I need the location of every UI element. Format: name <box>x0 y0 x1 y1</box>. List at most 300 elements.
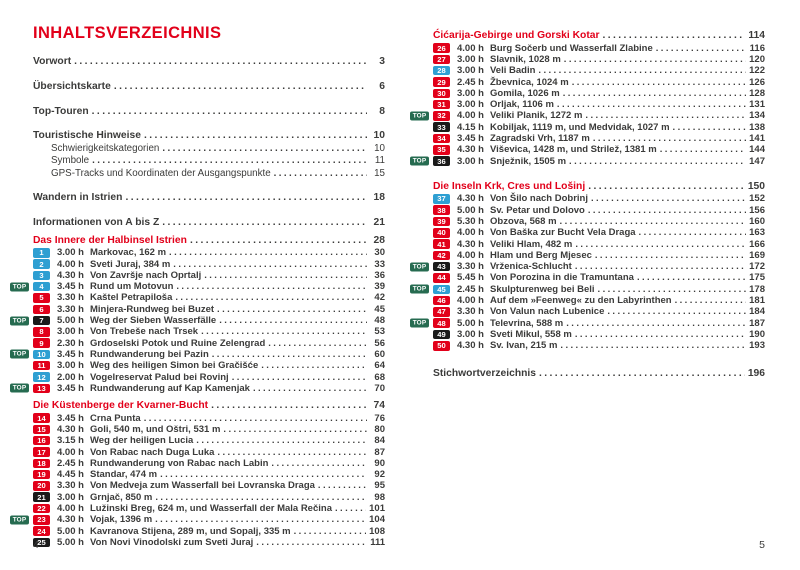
tour-number-badge: 6 <box>33 305 50 315</box>
tour-entry <box>33 469 385 480</box>
tour-duration: 4.30 h <box>457 340 484 352</box>
section-heading-label: Ćićarija-Gebirge und Gorski Kotar <box>433 30 600 42</box>
tour-number-badge: 22 <box>33 504 50 514</box>
front-matter-list <box>33 56 385 229</box>
tour-number-badge: 30 <box>433 89 450 99</box>
section-heading-label: Die Inseln Krk, Cres und Lošinj <box>433 181 586 193</box>
tour-number-badge: 13 <box>33 384 50 394</box>
dot-leader <box>575 239 746 250</box>
tour-number-badge: 27 <box>433 55 450 65</box>
tour-title: Rundwanderung von Rabac nach Labin <box>90 457 269 469</box>
tour-entry <box>33 360 385 371</box>
tour-duration: 3.45 h <box>457 133 484 145</box>
tour-duration: 3.00 h <box>457 65 484 77</box>
tour-number-badge: 31 <box>433 100 450 110</box>
dot-leader <box>271 458 367 469</box>
tour-page-number: 138 <box>749 121 765 133</box>
tour-duration: 4.15 h <box>457 121 484 133</box>
dot-leader <box>190 235 367 246</box>
tour-title: Veliki Planik, 1272 m <box>490 110 583 122</box>
dot-leader <box>538 65 746 76</box>
tour-page-number: 33 <box>374 258 385 270</box>
dot-leader <box>160 469 367 480</box>
tour-page-number: 90 <box>374 457 385 469</box>
tour-duration: 3.30 h <box>57 303 84 315</box>
dot-leader <box>560 340 746 351</box>
dot-leader <box>223 424 367 435</box>
tour-duration: 3.00 h <box>57 491 84 503</box>
tour-number-badge: 43 <box>433 262 450 272</box>
dot-leader <box>639 227 747 238</box>
tour-title: Sveti Juraj, 384 m <box>90 258 171 270</box>
tour-number-badge: 8 <box>33 327 50 337</box>
tour-entry <box>33 435 385 446</box>
dot-leader <box>212 349 367 360</box>
tour-duration: 3.00 h <box>57 360 84 372</box>
top-badge: TOP <box>410 111 429 120</box>
dot-leader <box>176 281 367 292</box>
tour-entry <box>12 348 385 360</box>
tour-number-badge: 10 <box>33 350 50 360</box>
toc-entry-page: 21 <box>373 217 385 229</box>
dot-leader <box>155 514 366 525</box>
section-heading <box>433 181 765 193</box>
tour-duration: 3.00 h <box>457 53 484 65</box>
tour-number-badge: 40 <box>433 228 450 238</box>
dot-leader <box>201 326 367 337</box>
toc-entry <box>33 217 385 229</box>
tour-page-number: 156 <box>749 204 765 216</box>
tour-duration: 5.45 h <box>457 272 484 284</box>
page-left <box>12 24 385 548</box>
tour-title: Minjera-Rundweg bei Buzet <box>90 303 215 315</box>
dot-leader <box>92 106 367 117</box>
tour-page-number: 64 <box>374 360 385 372</box>
tour-entry <box>412 283 765 295</box>
tour-duration: 3.30 h <box>457 306 484 318</box>
toc-entry-page: 6 <box>379 80 385 92</box>
tour-title: Vojak, 1396 m <box>90 514 153 526</box>
dot-leader <box>274 168 367 179</box>
dot-leader <box>294 526 367 537</box>
tour-title: Auf dem »Feenweg« zu den Labyrinthen <box>490 295 672 307</box>
tour-number-badge: 39 <box>433 217 450 227</box>
toc-entry <box>33 56 385 68</box>
page-number-right: 5 <box>759 539 765 551</box>
tour-number-badge: 36 <box>433 156 450 166</box>
tour-title: Crna Punta <box>90 412 141 424</box>
tour-page-number: 53 <box>374 326 385 338</box>
tour-duration: 4.30 h <box>57 423 84 435</box>
tour-duration: 5.30 h <box>457 216 484 227</box>
dot-leader <box>74 56 367 67</box>
tour-entry <box>433 329 765 340</box>
tour-number-badge: 3 <box>33 271 50 281</box>
tour-duration: 3.45 h <box>57 382 84 394</box>
tour-entry <box>433 54 765 65</box>
tour-number-badge: 46 <box>433 296 450 306</box>
tour-page-number: 184 <box>749 306 765 318</box>
toc-section <box>12 234 385 394</box>
tour-number-badge: 16 <box>33 436 50 446</box>
tour-title: Von Baška zur Bucht Vela Draga <box>490 227 636 239</box>
tour-page-number: 193 <box>749 340 765 352</box>
dot-leader <box>318 480 367 491</box>
tour-duration: 4.30 h <box>457 193 484 205</box>
tour-duration: 2.00 h <box>57 371 84 383</box>
toc-entry-label: Stichwortverzeichnis <box>433 367 536 379</box>
tour-page-number: 80 <box>374 423 385 435</box>
tour-number-badge: 18 <box>33 459 50 469</box>
dot-leader <box>173 259 367 270</box>
tour-page-number: 187 <box>749 317 765 329</box>
dot-leader <box>268 338 367 349</box>
dot-leader <box>595 250 746 261</box>
tour-title: Kaštel Petrapiloša <box>90 292 173 304</box>
toc-entry <box>33 142 385 154</box>
tour-duration: 4.00 h <box>57 258 84 270</box>
tour-page-number: 131 <box>749 99 765 111</box>
tour-duration: 3.15 h <box>57 435 84 447</box>
section-heading-page: 150 <box>747 181 765 193</box>
top-badge: TOP <box>410 319 429 328</box>
dot-leader <box>563 88 746 99</box>
tour-page-number: 175 <box>749 272 765 284</box>
dot-leader <box>92 155 367 166</box>
page-title: INHALTSVERZEICHNIS <box>33 24 222 42</box>
tour-entry <box>433 144 765 155</box>
tour-number-badge: 2 <box>33 259 50 269</box>
tour-duration: 3.30 h <box>57 292 84 304</box>
dot-leader <box>572 77 746 88</box>
top-badge: TOP <box>10 282 29 291</box>
tour-entry <box>33 326 385 337</box>
tour-duration: 3.45 h <box>57 348 84 360</box>
tour-title: Kavranova Stijena, 289 m, und Sopalj, 335 m <box>90 525 291 537</box>
tour-title: Grnjač, 850 m <box>90 491 153 503</box>
tour-title: Von Trebeše nach Trsek <box>90 326 199 338</box>
dot-leader <box>232 372 367 383</box>
tour-title: Kobiljak, 1119 m, und Medvidak, 1027 m <box>490 121 670 133</box>
tour-duration: 3.00 h <box>457 87 484 99</box>
tour-entry <box>33 270 385 281</box>
tour-title: Rundwanderung bei Pazin <box>90 348 209 360</box>
tour-number-badge: 37 <box>433 194 450 204</box>
tour-page-number: 76 <box>374 412 385 424</box>
tour-entry <box>33 446 385 457</box>
tour-duration: 5.00 h <box>457 204 484 216</box>
tour-number-badge: 5 <box>33 293 50 303</box>
tour-entry <box>433 133 765 144</box>
toc-entry-page: 11 <box>374 155 385 167</box>
tour-page-number: 45 <box>374 303 385 315</box>
section-heading-label: Das Innere der Halbinsel Istrien <box>33 234 187 246</box>
tour-entry <box>412 261 765 273</box>
tour-page-number: 92 <box>374 469 385 481</box>
tour-number-badge: 35 <box>433 145 450 155</box>
tour-entry <box>33 480 385 491</box>
tour-number-badge: 9 <box>33 338 50 348</box>
tour-title: Slavnik, 1028 m <box>490 53 561 65</box>
tour-entry <box>33 304 385 315</box>
dot-leader <box>557 99 746 110</box>
tour-entry <box>433 250 765 261</box>
tour-entry <box>33 458 385 469</box>
tour-entry <box>433 193 765 204</box>
tour-entry <box>433 238 765 249</box>
tour-title: Goli, 540 m, und Oštri, 531 m <box>90 423 221 435</box>
tour-page-number: 70 <box>374 382 385 394</box>
dot-leader <box>588 205 746 216</box>
tour-page-number: 172 <box>749 261 765 273</box>
tour-title: Weg der Sieben Wasserfälle <box>90 315 217 327</box>
section-heading <box>33 235 385 247</box>
tour-duration: 4.00 h <box>57 446 84 458</box>
dot-leader <box>144 130 367 141</box>
tour-duration: 4.30 h <box>457 144 484 156</box>
dot-leader <box>569 156 746 167</box>
tour-title: Hlam und Berg Mjesec <box>490 249 592 261</box>
dot-leader <box>585 110 746 121</box>
toc-section <box>12 400 385 548</box>
tour-title: Rund um Motovun <box>90 281 174 293</box>
tour-title: Von Rabac nach Duga Luka <box>90 446 215 458</box>
back-matter-list <box>433 367 765 379</box>
tour-title: Snježnik, 1505 m <box>490 155 567 167</box>
tour-number-badge: 20 <box>33 481 50 491</box>
tour-duration: 4.30 h <box>57 269 84 281</box>
toc-entry <box>433 367 765 379</box>
tour-entry <box>412 155 765 167</box>
tour-number-badge: 49 <box>433 330 450 340</box>
dot-leader <box>575 329 746 340</box>
tour-page-number: 108 <box>369 525 385 537</box>
section-heading-label: Die Küstenberge der Kvarner-Bucht <box>33 400 209 412</box>
tour-entry <box>33 537 385 548</box>
tour-page-number: 160 <box>749 216 765 227</box>
dot-leader <box>575 261 746 272</box>
tour-duration: 3.00 h <box>457 99 484 111</box>
dot-leader <box>607 306 746 317</box>
toc-entry <box>33 105 385 117</box>
toc-entry <box>33 80 385 92</box>
tour-number-badge: 48 <box>433 318 450 328</box>
tour-number-badge: 50 <box>433 341 450 351</box>
tour-duration: 3.30 h <box>57 480 84 492</box>
tour-page-number: 134 <box>749 110 765 122</box>
dot-leader <box>593 133 746 144</box>
tour-duration: 3.00 h <box>57 326 84 338</box>
toc-entry-page: 15 <box>374 167 385 179</box>
tour-title: Grdoselski Potok und Ruine Zelengrad <box>90 337 266 349</box>
toc-entry-label: Übersichtskarte <box>33 80 111 92</box>
tour-page-number: 128 <box>749 87 765 99</box>
top-badge: TOP <box>10 384 29 393</box>
toc-entry-label: Schwierigkeitskategorien <box>51 142 160 154</box>
tour-entry <box>33 424 385 435</box>
tour-page-number: 30 <box>374 247 385 259</box>
dot-leader <box>539 368 745 379</box>
page-right <box>412 30 765 379</box>
tour-number-badge: 34 <box>433 134 450 144</box>
tour-duration: 3.30 h <box>457 261 484 273</box>
tour-duration: 5.00 h <box>57 315 84 327</box>
tour-number-badge: 42 <box>433 251 450 261</box>
tour-title: Televrina, 588 m <box>490 317 564 329</box>
tour-duration: 3.45 h <box>57 281 84 293</box>
tour-entry <box>12 281 385 293</box>
tour-title: Von Šilo nach Dobrinj <box>490 193 588 205</box>
tour-page-number: 152 <box>749 193 765 205</box>
tour-number-badge: 28 <box>433 66 450 76</box>
tour-duration: 2.45 h <box>457 76 484 88</box>
tour-page-number: 147 <box>749 155 765 167</box>
dot-leader <box>588 181 745 192</box>
toc-entry <box>33 155 385 167</box>
top-badge: TOP <box>10 515 29 524</box>
tour-title: Veliki Hlam, 482 m <box>490 238 573 250</box>
toc-entry-page: 18 <box>373 192 385 204</box>
tour-duration: 4.00 h <box>457 249 484 261</box>
tour-duration: 4.30 h <box>57 514 84 526</box>
tour-number-badge: 15 <box>33 425 50 435</box>
tour-number-badge: 25 <box>33 538 50 548</box>
tour-title: Veli Badin <box>490 65 536 77</box>
toc-entry-label: Top-Touren <box>33 105 89 117</box>
tour-page-number: 98 <box>374 491 385 503</box>
tour-entry <box>12 514 385 526</box>
tour-entry <box>433 76 765 87</box>
toc-section <box>412 30 765 167</box>
tour-entry <box>33 247 385 258</box>
tour-title: Burg Sočerb und Wasserfall Zlabine <box>490 42 653 54</box>
tour-page-number: 144 <box>749 144 765 156</box>
toc-entry <box>33 130 385 142</box>
tour-number-badge: 45 <box>433 285 450 295</box>
section-heading-page: 74 <box>373 400 385 412</box>
tour-number-badge: 4 <box>33 282 50 292</box>
tour-entry <box>433 306 765 317</box>
tour-page-number: 120 <box>749 53 765 65</box>
tour-number-badge: 44 <box>433 273 450 283</box>
dot-leader <box>564 54 746 65</box>
tour-duration: 3.00 h <box>57 247 84 259</box>
tour-number-badge: 11 <box>33 361 50 371</box>
tour-entry <box>433 272 765 283</box>
toc-entry-label: Symbole <box>51 155 90 167</box>
tour-number-badge: 14 <box>33 413 50 423</box>
tour-entry <box>33 525 385 536</box>
tour-page-number: 190 <box>749 328 765 340</box>
tour-number-badge: 32 <box>433 111 450 121</box>
tour-page-number: 95 <box>374 480 385 492</box>
tour-page-number: 60 <box>374 348 385 360</box>
dot-leader <box>217 304 367 315</box>
tour-page-number: 111 <box>370 536 385 548</box>
tour-entry <box>433 227 765 238</box>
dot-leader <box>335 503 366 514</box>
top-badge: TOP <box>10 316 29 325</box>
tour-page-number: 178 <box>749 283 765 295</box>
tour-page-number: 68 <box>374 371 385 383</box>
tour-title: Von Valun nach Lubenice <box>490 306 605 318</box>
tour-page-number: 36 <box>374 269 385 281</box>
dot-leader <box>211 400 367 411</box>
dot-leader <box>673 122 747 133</box>
tour-title: Vrženica-Schlucht <box>490 261 572 273</box>
tour-page-number: 84 <box>374 435 385 447</box>
tour-title: Žbevnica, 1024 m <box>490 76 569 88</box>
dot-leader <box>217 447 367 458</box>
dot-leader <box>560 216 747 227</box>
tour-entry <box>433 122 765 133</box>
tour-number-badge: 1 <box>33 248 50 258</box>
tour-number-badge: 17 <box>33 447 50 457</box>
section-list-right <box>412 30 765 352</box>
tour-entry <box>12 315 385 327</box>
tour-entry <box>433 43 765 54</box>
tour-page-number: 104 <box>369 514 385 526</box>
section-list-left <box>12 234 385 548</box>
tour-title: Skulpturenweg bei Beli <box>490 283 595 295</box>
tour-page-number: 42 <box>374 292 385 304</box>
toc-entry-label: Vorwort <box>33 56 72 68</box>
toc-entry <box>33 192 385 204</box>
dot-leader <box>219 315 367 326</box>
dot-leader <box>656 43 747 54</box>
tour-page-number: 39 <box>374 281 385 293</box>
tour-entry <box>433 88 765 99</box>
tour-title: Orljak, 1106 m <box>490 99 554 111</box>
dot-leader <box>155 492 367 503</box>
dot-leader <box>114 81 367 92</box>
tour-page-number: 48 <box>374 315 385 327</box>
tour-entry <box>433 216 765 227</box>
top-badge: TOP <box>410 285 429 294</box>
tour-entry <box>33 338 385 349</box>
toc-entry-label: Touristische Hinweise <box>33 130 141 142</box>
tour-title: Von Medveja zum Wasserfall bei Lovranska Draga <box>90 480 315 492</box>
toc-entry-page: 3 <box>379 56 385 68</box>
toc-entry-page: 196 <box>747 367 765 379</box>
tour-duration: 4.00 h <box>457 227 484 239</box>
toc-section <box>412 181 765 352</box>
tour-title: Zagradski Vrh, 1187 m <box>490 133 590 145</box>
tour-number-badge: 12 <box>33 372 50 382</box>
tour-title: Von Novi Vinodolski zum Sveti Juraj <box>90 536 254 548</box>
tour-duration: 2.30 h <box>57 337 84 349</box>
tour-duration: 5.00 h <box>57 536 84 548</box>
tour-entry <box>412 110 765 122</box>
tour-duration: 5.00 h <box>457 317 484 329</box>
tour-title: Gomila, 1026 m <box>490 87 560 99</box>
tour-title: Von Završje nach Oprtalj <box>90 269 202 281</box>
toc-entry-page: 8 <box>379 105 385 117</box>
dot-leader <box>144 413 367 424</box>
tour-page-number: 166 <box>749 238 765 250</box>
section-heading-page: 114 <box>748 30 765 42</box>
tour-page-number: 116 <box>749 42 765 54</box>
tour-number-badge: 38 <box>433 205 450 215</box>
tour-title: Standar, 474 m <box>90 469 158 481</box>
tour-entry <box>433 99 765 110</box>
tour-number-badge: 7 <box>33 316 50 326</box>
tour-title: Weg des heiligen Simon bei Gračišće <box>90 360 259 372</box>
dot-leader <box>162 143 367 154</box>
tour-entry <box>433 205 765 216</box>
dot-leader <box>566 318 746 329</box>
toc-entry-label: Wandern in Istrien <box>33 192 123 204</box>
